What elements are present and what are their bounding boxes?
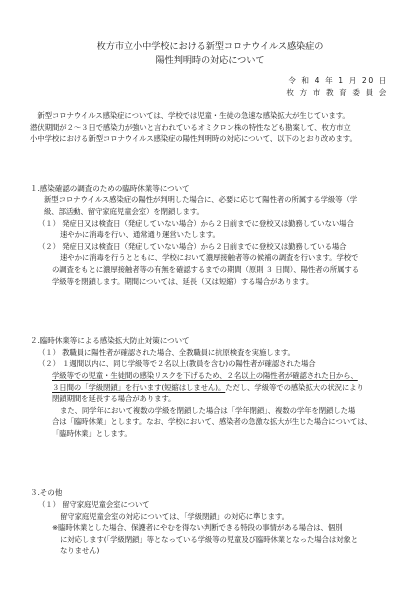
intro-line: 小中学校における新型コロナウイルス感染症の陽性判明時の対応について、以下のとおり改めます。	[30, 134, 357, 144]
section-3-note-line: ※臨時休業とした場合、保護者にやむを得ない判断できる特段の事情がある場合は、個別	[52, 523, 343, 533]
section-2-item-2-line	[30, 370, 390, 382]
section-1-lead-line: 新型コロナウイルス感染症の陽性が判明した場合に、必要に応じて陽性者の所属する学級等（学	[44, 195, 358, 205]
section-1-item-2	[30, 241, 390, 287]
section-1-item-2-line: 速やかに消毒を行うとともに、学校において濃厚接触者等の候補の調査を行います。学校で	[60, 253, 359, 263]
plain-text: ただし、学級等での感染拡大の状況により	[225, 382, 364, 392]
section-1-item-2-line: の調査をもとに濃厚接触者等の有無を確認するまでの期間（原則 ３ 日間）、陽性者の所属する	[52, 264, 360, 274]
section-3-note-line: なりません)	[60, 546, 100, 556]
section-2-item-2-line: （２） １週間以内に、同じ学級等で２名以上(教員を含む)の陽性者が確認された場合	[38, 359, 316, 369]
underlined-text: 学級等での児童・生徒間の感染リスクを下げるため、２名以上の陽性者が確認された日から、	[52, 370, 358, 380]
section-3-item-1-title: （１） 留守家庭児童会室について	[38, 500, 150, 510]
section-2-note-line: 「臨時休業」とします。	[52, 428, 132, 438]
intro-paragraph	[30, 110, 390, 145]
underlined-text: ３日間の「学級閉鎖」を行います(短縮はしません)。	[52, 382, 226, 392]
section-2-note-line: また、同学年において複数の学級を閉鎖した場合は「学年閉鎖」、複数の学年を閉鎖した場	[60, 405, 356, 415]
issue-date: 令 和 4 年 1 月 20 日	[288, 76, 388, 85]
section-2-heading: ２.臨時休業等による感染拡大防止対策について	[30, 336, 190, 346]
section-1-item-1-line: 速やかに消毒を行い、通常通り運営いたします。	[60, 230, 220, 240]
section-1-lead-line: 級、部活動、留守家庭児童会室）を閉鎖します。	[44, 206, 204, 216]
issuer-name: 枚 方 市 教 育 委 員 会	[286, 87, 388, 97]
title-line-2: 陽性判明時の対応について	[155, 54, 265, 66]
section-3-heading: ３.その他	[30, 488, 63, 498]
section-2-item-2-line	[30, 382, 390, 394]
document-title	[30, 40, 390, 67]
section-2-item-2	[30, 358, 390, 404]
section-1-item-2-line: 学級等を閉鎖します。期間については、延長（又は短縮）する場合があります。	[52, 276, 314, 286]
section-3-item-1-body: 留守家庭児童会室の対応については、「学級閉鎖」の対応に準じます。	[60, 511, 289, 521]
date-issuer-block	[30, 75, 390, 98]
intro-line: 新型コロナウイルス感染症については、学校では児童・生徒の急速な感染拡大が生じています。	[37, 111, 350, 120]
section-2-item-2-line: 閉鎖期間を延長する場合があります。	[52, 394, 176, 404]
section-1-lead	[30, 194, 390, 217]
section-1-heading: １.感染確認の調査のための臨時休業等について	[30, 183, 190, 193]
title-line-1: 枚方市立小中学校における新型コロナウイルス感染症の	[96, 41, 324, 52]
section-1-item-1	[30, 218, 390, 241]
section-3-note	[30, 522, 390, 557]
section-1-item-2-line: （２） 発症日又は検査日（発症していない場合）から２日前までに登校又は勤務している場合	[38, 241, 347, 251]
intro-line: 潜伏期間が２～３日で感染力が強いと言われているオミクロン株の特性なども勘案して、枚方市立	[30, 122, 351, 132]
section-2-note	[30, 405, 390, 440]
section-2-note-line: 合は「臨時休業」とします。なお、学校において、感染者の急激な拡大が生じた場合については、	[52, 417, 372, 427]
section-2-item-1: （１） 教職員に陽性者が確認された場合、全教職員に抗原検査を実施します。	[38, 347, 295, 357]
section-1-item-1-line: （１） 発症日又は検査日（発症していない場合）から２日前までに登校又は勤務していない場合	[38, 218, 354, 228]
section-3-note-line: に対応します(「学級閉鎖」等となっている学級等の児童及び臨時休業となった場合は対象と	[60, 534, 359, 544]
